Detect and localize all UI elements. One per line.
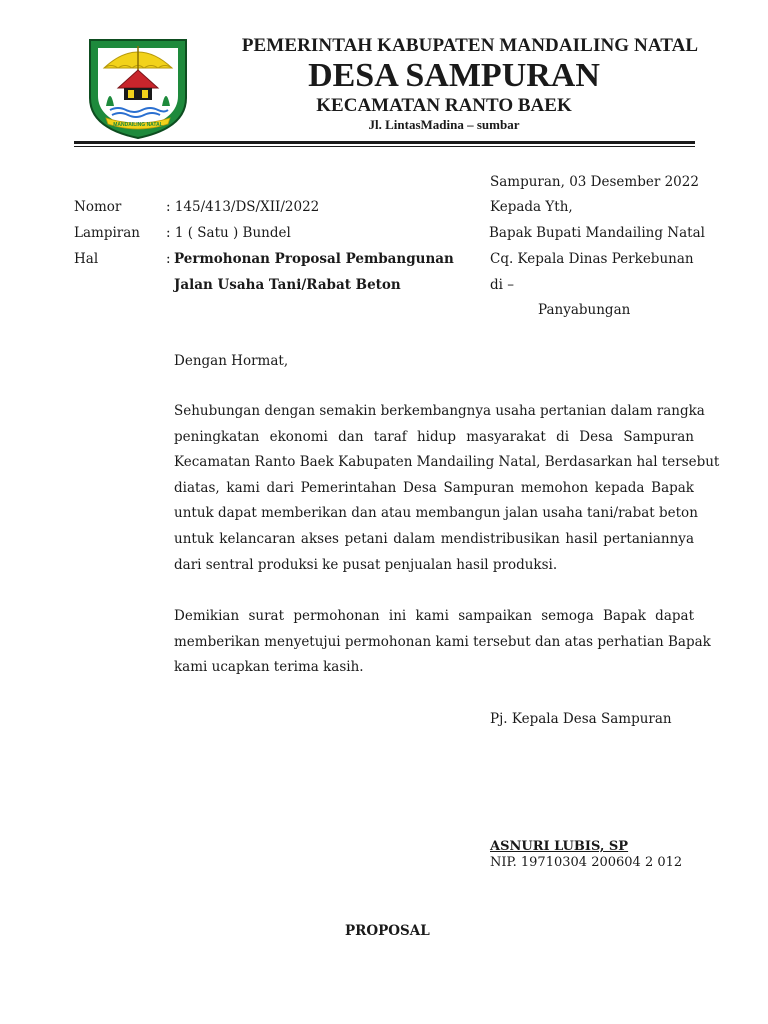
- recipient-city: Panyabungan: [538, 302, 631, 318]
- signatory-nip: NIP. 19710304 200604 2 012: [490, 855, 683, 870]
- body-paragraph-1-line: Kecamatan Ranto Baek Kabupaten Mandailing Natal, Berdasarkan hal tersebut: [174, 454, 720, 471]
- body-paragraph-1-line: diatas, kami dari Pemerintahan Desa Sampuran memohon kepada Bapak: [174, 479, 694, 496]
- regency-emblem-logo: [84, 36, 192, 140]
- body-paragraph-2: [174, 604, 711, 681]
- signatory-title: Pj. Kepala Desa Sampuran: [490, 711, 672, 727]
- body-paragraph-1-line: Sehubungan dengan semakin berkembangnya usaha pertanian dalam rangka: [174, 403, 705, 419]
- body-paragraph-2-line: memberikan menyetujui permohonan kami tersebut dan atas perhatian Bapak: [174, 633, 711, 650]
- body-paragraph-2-line: kami ucapkan terima kasih.: [174, 659, 364, 676]
- body-paragraph-2-line: Demikian surat permohonan ini kami sampaikan semoga Bapak dapat: [174, 608, 694, 624]
- body-paragraph-1-line: peningkatan ekonomi dan taraf hidup masyarakat di Desa Sampuran: [174, 428, 694, 445]
- letterhead-district-name: KECAMATAN RANTO BAEK: [316, 95, 572, 116]
- salutation: Dengan Hormat,: [174, 353, 289, 369]
- letter-date: Sampuran, 03 Desember 2022: [490, 174, 699, 190]
- svg-text:MANDAILING NATAL: MANDAILING NATAL: [113, 122, 163, 128]
- letterhead-divider-thin: [74, 146, 695, 147]
- body-paragraph-1-line: untuk dapat memberikan dan atau membangun jalan usaha tani/rabat beton: [174, 505, 698, 522]
- letterhead-divider-thick: [74, 141, 695, 144]
- lampiran-value: : 1 ( Satu ) Bundel: [166, 225, 291, 241]
- proposal-heading: PROPOSAL: [345, 923, 430, 939]
- nomor-label: Nomor: [74, 199, 122, 215]
- signatory-name: ASNURI LUBIS, SP: [490, 839, 629, 854]
- hal-label: Hal: [74, 251, 99, 267]
- body-paragraph-1-line: untuk kelancaran akses petani dalam mendistribusikan hasil pertaniannya: [174, 530, 694, 547]
- recipient-greeting: Kepada Yth,: [490, 199, 573, 215]
- nomor-value: : 145/413/DS/XII/2022: [166, 199, 320, 215]
- hal-subject-line2: Jalan Usaha Tani/Rabat Beton: [174, 277, 401, 293]
- recipient-name: Bapak Bupati Mandailing Natal: [489, 225, 705, 241]
- letterhead-village-name: DESA SAMPURAN: [308, 57, 600, 94]
- recipient-location-prefix: di –: [490, 277, 515, 293]
- body-paragraph-1: [174, 399, 720, 578]
- letterhead-address: Jl. LintasMadina – sumbar: [368, 117, 520, 132]
- hal-colon: :: [166, 251, 171, 267]
- letterhead-regency-name: PEMERINTAH KABUPATEN MANDAILING NATAL: [241, 35, 699, 56]
- lampiran-label: Lampiran: [74, 225, 140, 241]
- body-paragraph-1-line: dari sentral produksi ke pusat penjualan hasil produksi.: [174, 556, 558, 573]
- recipient-cq: Cq. Kepala Dinas Perkebunan: [490, 251, 694, 267]
- hal-subject-line1: Permohonan Proposal Pembangunan: [174, 251, 454, 267]
